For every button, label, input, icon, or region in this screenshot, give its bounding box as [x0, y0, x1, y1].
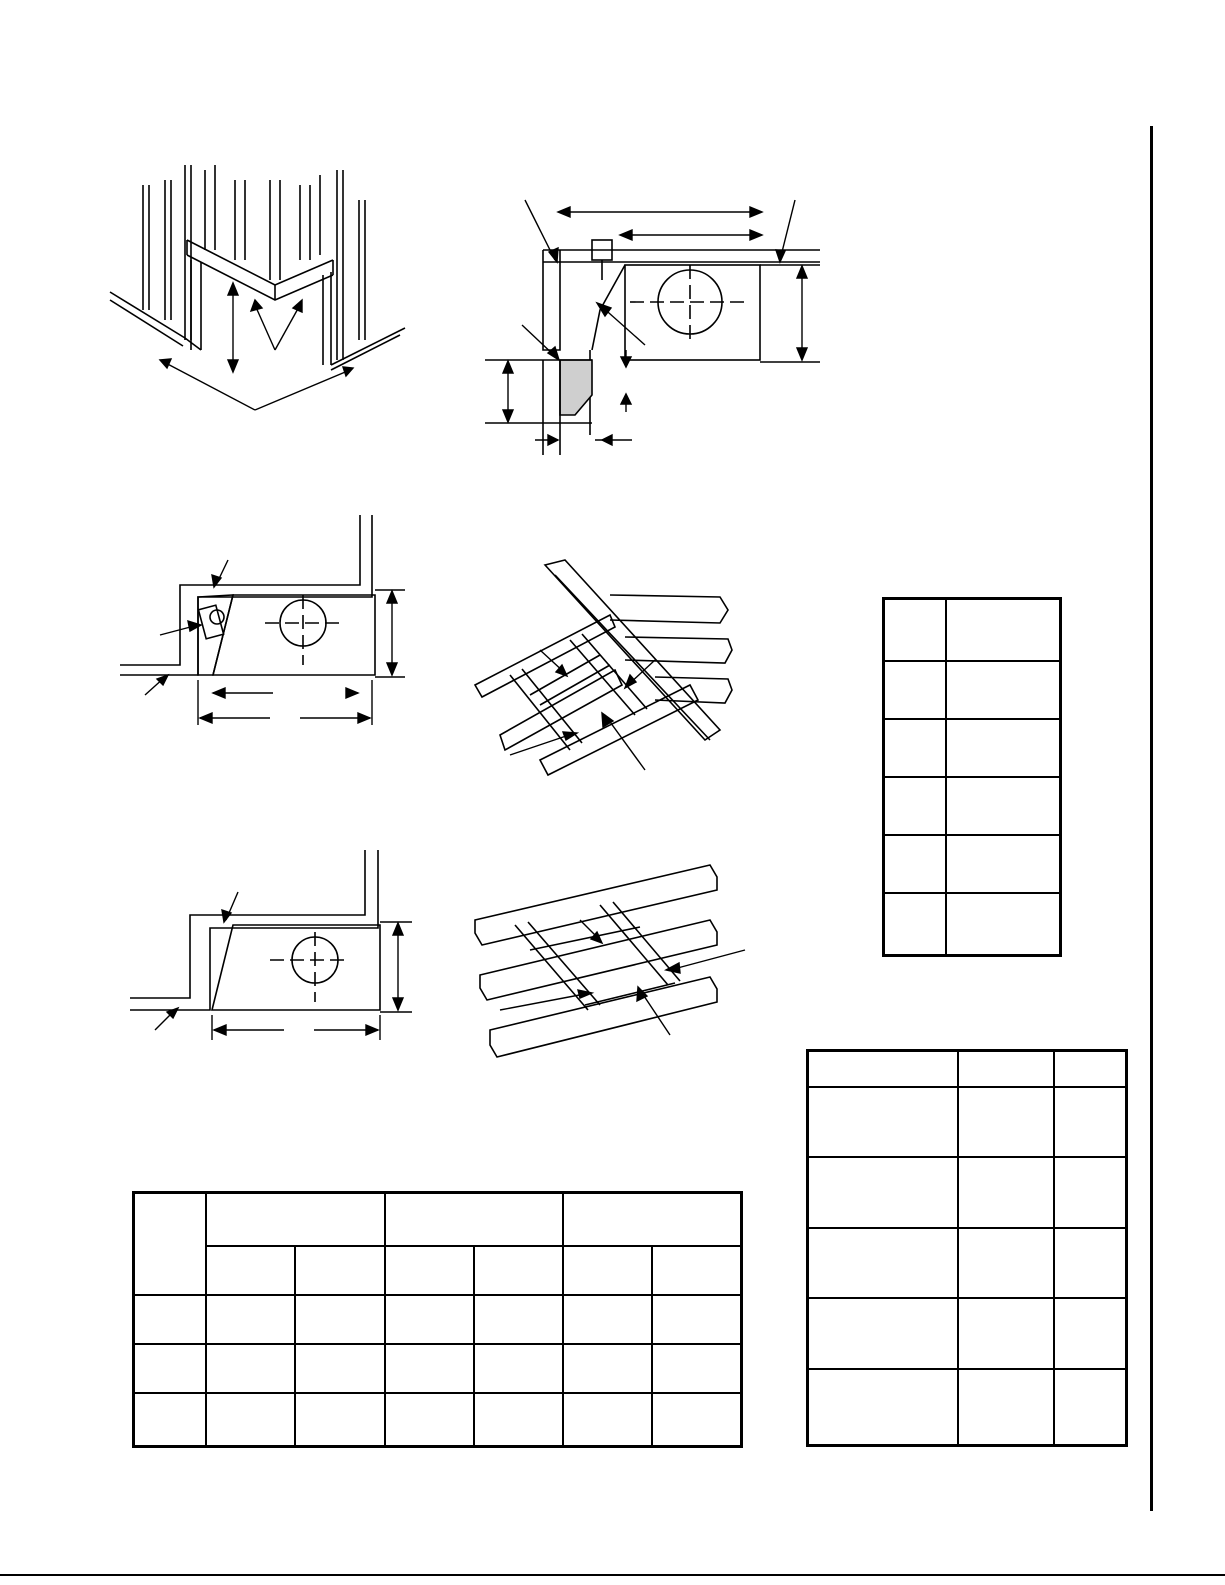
clearance-row-label [134, 1344, 207, 1393]
dimension-key [884, 719, 947, 777]
table-row [808, 1369, 1127, 1446]
clearance-cell [652, 1295, 741, 1344]
table-row [134, 1393, 742, 1446]
clearance-cell [563, 1393, 652, 1446]
wall-studs-back [205, 165, 320, 280]
table-row [808, 1298, 1127, 1369]
dimension-value [946, 719, 1061, 777]
clearance-cell [206, 1344, 295, 1393]
clearance-subheader [206, 1246, 295, 1295]
fireplace-body [543, 240, 820, 435]
spec-cell [1054, 1369, 1127, 1446]
clearance-row-label [134, 1295, 207, 1344]
table-row [884, 599, 1061, 662]
table-row [884, 661, 1061, 719]
clearance-cell [652, 1344, 741, 1393]
clearance-cell [563, 1295, 652, 1344]
clearance-table [132, 1191, 743, 1448]
clearance-subheader [295, 1246, 384, 1295]
table-row [884, 719, 1061, 777]
spec-cell [1054, 1298, 1127, 1369]
framing-corner-figure [105, 160, 405, 435]
clearance-subheader [385, 1246, 474, 1295]
corner-plan-b-figure [130, 850, 420, 1055]
spec-cell [1054, 1087, 1127, 1158]
clearance-cell [295, 1295, 384, 1344]
clearance-subheader [652, 1246, 741, 1295]
dimension-key [884, 599, 947, 662]
clearance-corner-cell [134, 1193, 207, 1295]
flue-outlet [630, 265, 750, 340]
spec-cell [1054, 1228, 1127, 1299]
dimension-value [946, 893, 1061, 956]
dimension-value [946, 777, 1061, 835]
roof-framing-a-figure [470, 555, 750, 800]
dimension-key [884, 835, 947, 893]
table-row [808, 1087, 1127, 1158]
spec-header [808, 1051, 959, 1087]
spec-cell [808, 1157, 959, 1228]
spec-cell [958, 1087, 1054, 1158]
footer-rule [0, 1574, 1225, 1576]
spec-table [806, 1049, 1128, 1447]
spec-cell [808, 1087, 959, 1158]
wall-studs-left [143, 165, 191, 340]
dimension-key [884, 661, 947, 719]
clearance-cell [474, 1393, 563, 1446]
spec-header [1054, 1051, 1127, 1087]
clearance-cell [652, 1393, 741, 1446]
wall-studs-right [337, 170, 365, 360]
clearance-cell [206, 1295, 295, 1344]
roof-framing-b-figure [470, 865, 755, 1080]
table-row [884, 893, 1061, 956]
clearance-cell [206, 1393, 295, 1446]
spec-cell [808, 1228, 959, 1299]
clearance-cell [563, 1344, 652, 1393]
clearance-cell [295, 1393, 384, 1446]
corner-plan-a-figure [120, 515, 400, 740]
table-row [808, 1228, 1127, 1299]
header-beam [187, 240, 333, 300]
dimension-arrows [160, 283, 353, 410]
dimension-lines [485, 200, 820, 445]
clearance-cell [474, 1344, 563, 1393]
table-row [808, 1157, 1127, 1228]
joists [475, 865, 717, 1057]
clearance-group-header [563, 1193, 742, 1246]
clearance-cell [385, 1344, 474, 1393]
spec-cell [808, 1298, 959, 1369]
dimension-key [884, 893, 947, 956]
clearance-subheader [563, 1246, 652, 1295]
clearance-group-header [206, 1193, 385, 1246]
dimension-value [946, 835, 1061, 893]
table-row [884, 777, 1061, 835]
dimension-key [884, 777, 947, 835]
spec-cell [1054, 1157, 1127, 1228]
spec-cell [958, 1157, 1054, 1228]
clearance-row-label [134, 1393, 207, 1446]
clearance-cell [474, 1295, 563, 1344]
dimension-table [882, 597, 1062, 957]
table-row [884, 835, 1061, 893]
clearance-group-header [385, 1193, 564, 1246]
table-row [134, 1295, 742, 1344]
corner-section-figure [480, 190, 830, 460]
clearance-cell [385, 1393, 474, 1446]
spec-cell [958, 1369, 1054, 1446]
clearance-subheader [474, 1246, 563, 1295]
spec-header [958, 1051, 1054, 1087]
dimension-value [946, 661, 1061, 719]
margin-rule [1150, 126, 1153, 1511]
dimension-value [946, 599, 1061, 662]
opening-posts [191, 260, 331, 365]
spec-cell [958, 1228, 1054, 1299]
spec-cell [958, 1298, 1054, 1369]
spec-cell [808, 1369, 959, 1446]
clearance-cell [385, 1295, 474, 1344]
table-row [134, 1344, 742, 1393]
clearance-cell [295, 1344, 384, 1393]
